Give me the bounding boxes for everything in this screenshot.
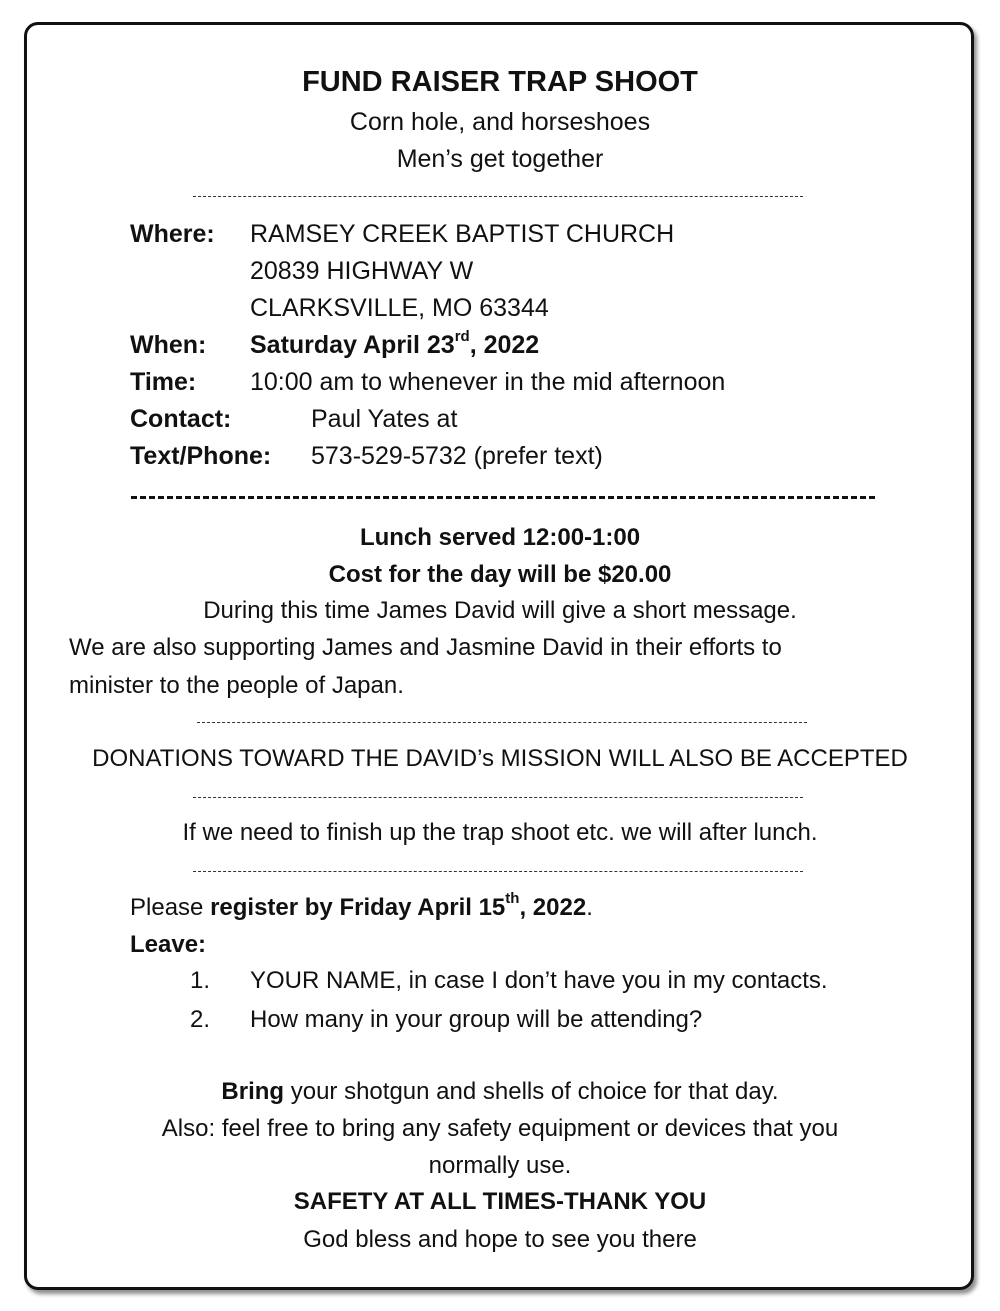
phone-value: 573-529-5732 (prefer text) xyxy=(311,442,603,470)
when-value: Saturday April 23rd, 2022 xyxy=(250,327,540,359)
flyer-title: FUND RAISER TRAP SHOOT xyxy=(302,66,698,98)
safety-notice: SAFETY AT ALL TIMES-THANK YOU xyxy=(293,1188,707,1215)
subtitle-activities: Corn hole, and horseshoes xyxy=(349,108,651,136)
leave-label: Leave: xyxy=(130,931,207,958)
where-label: Where: xyxy=(130,220,215,248)
finish-note: If we need to finish up the trap shoot etc. we will after lunch. xyxy=(182,819,818,846)
lunch-time: Lunch served 12:00-1:00 xyxy=(359,524,641,551)
register-line: Please register by Friday April 15th, 2022. xyxy=(130,890,593,921)
also-line-1: Also: feel free to bring any safety equipment or devices that you xyxy=(161,1115,839,1142)
divider-3 xyxy=(193,797,803,798)
bring-line: Bring your shotgun and shells of choice for that day. xyxy=(221,1078,779,1105)
message-line-1: During this time James David will give a short message. xyxy=(203,597,797,624)
closing-line: God bless and hope to see you there xyxy=(303,1226,697,1253)
phone-label: Text/Phone: xyxy=(130,442,272,470)
where-street: 20839 HIGHWAY W xyxy=(250,257,474,285)
divider-2 xyxy=(197,722,807,723)
cost-text: Cost for the day will be $20.00 xyxy=(328,561,672,588)
also-line-2: normally use. xyxy=(428,1152,572,1179)
divider-top xyxy=(193,196,803,197)
divider-4 xyxy=(193,871,803,872)
contact-value: Paul Yates at xyxy=(311,405,458,433)
message-line-2: We are also supporting James and Jasmine David in their efforts to xyxy=(69,634,782,661)
list-item-group-size: How many in your group will be attending? xyxy=(250,1006,703,1033)
list-item-name: YOUR NAME, in case I don’t have you in my contacts. xyxy=(250,967,828,994)
time-value: 10:00 am to whenever in the mid afternoon xyxy=(250,368,726,396)
donations-notice: DONATIONS TOWARD THE DAVID’s MISSION WILL ALSO BE ACCEPTED xyxy=(92,745,908,772)
contact-label: Contact: xyxy=(130,405,232,433)
where-city: CLARKSVILLE, MO 63344 xyxy=(250,294,549,322)
time-label: Time: xyxy=(130,368,197,396)
message-line-3: minister to the people of Japan. xyxy=(69,672,404,699)
list-item-number: 1. xyxy=(190,967,211,994)
list-item-number: 2. xyxy=(190,1006,211,1033)
subtitle-gathering: Men’s get together xyxy=(396,145,604,173)
divider-thick xyxy=(131,496,875,499)
where-church: RAMSEY CREEK BAPTIST CHURCH xyxy=(250,220,675,248)
when-label: When: xyxy=(130,331,207,359)
